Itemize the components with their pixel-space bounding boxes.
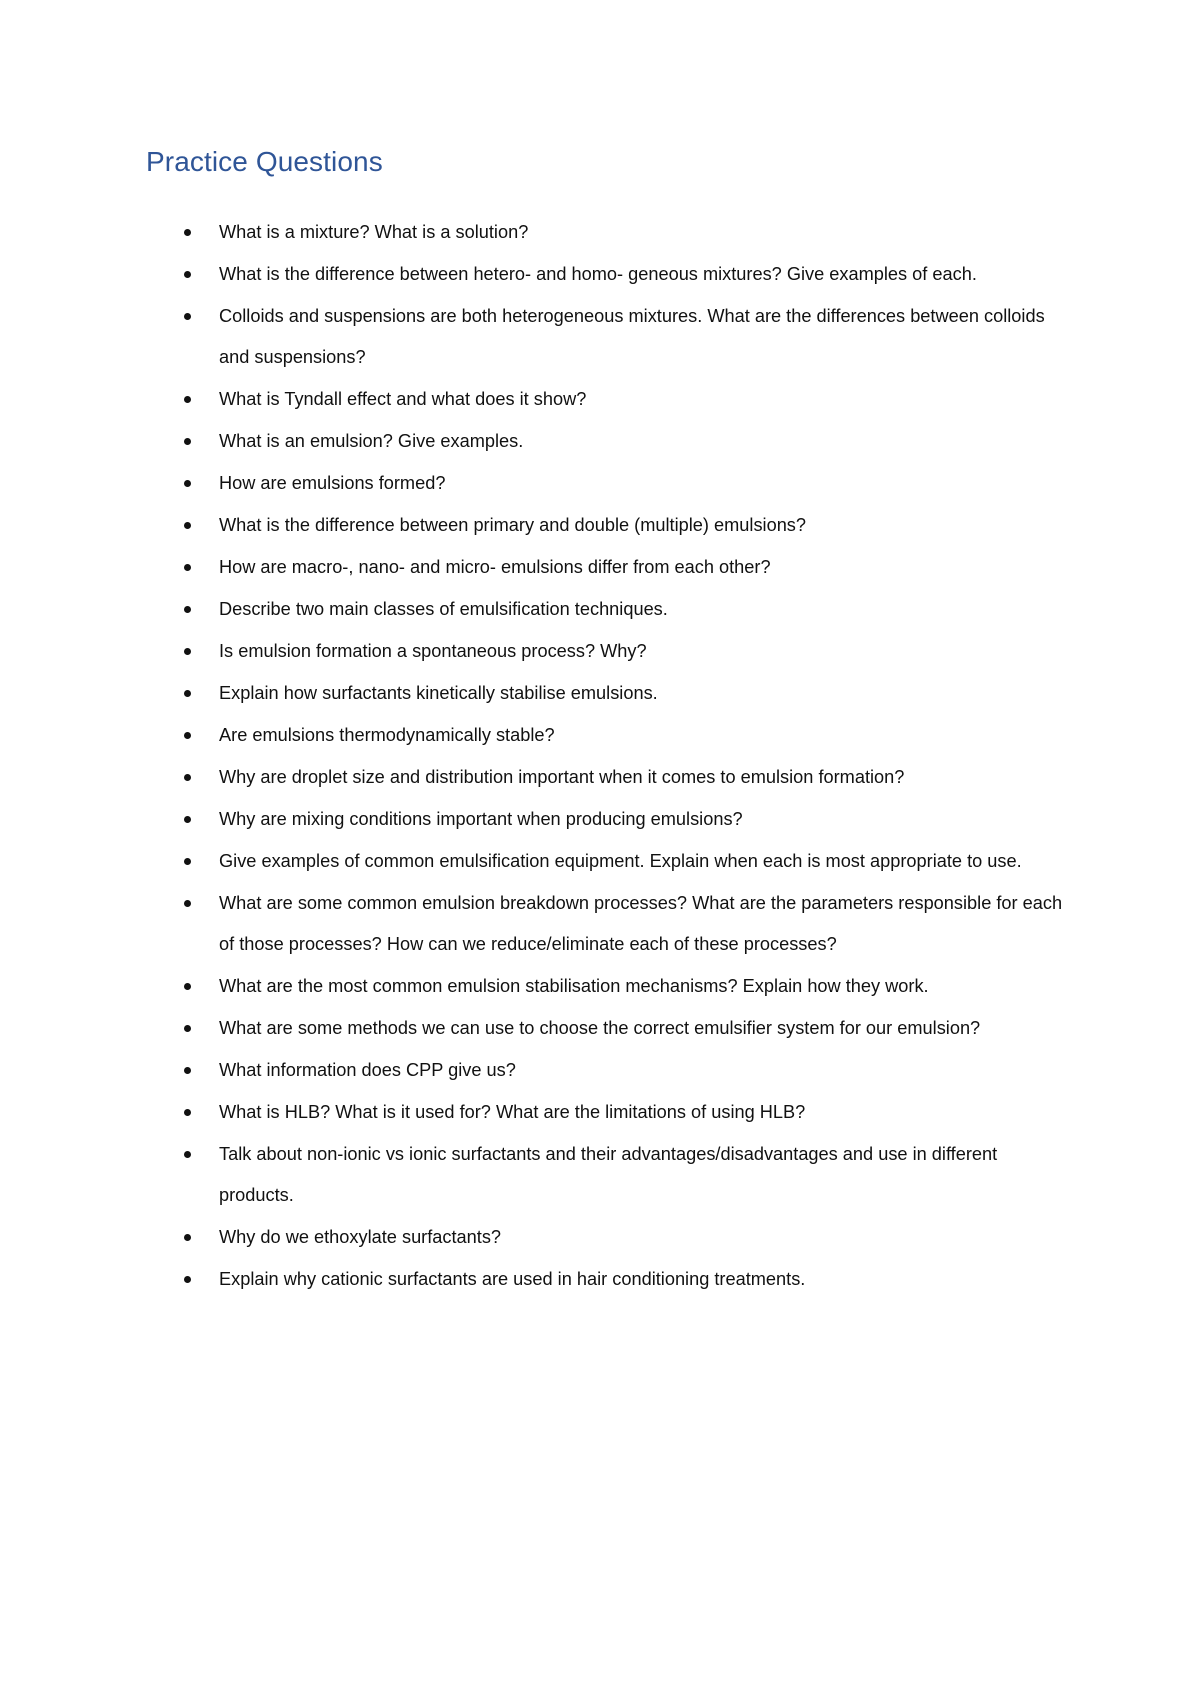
question-item [146,1092,1066,1133]
question-item [146,841,1066,882]
bullet-icon [184,480,191,487]
bullet-icon [184,606,191,613]
question-item [146,379,1066,420]
question-item [146,254,1066,295]
question-item [146,1008,1066,1049]
bullet-icon [184,564,191,571]
question-item [146,1217,1066,1258]
question-item [146,1259,1066,1300]
bullet-icon [184,271,191,278]
question-item [146,547,1066,588]
question-text: Why are droplet size and distribution important when it comes to emulsion formation? [219,767,905,787]
question-text: What are some methods we can use to choose the correct emulsifier system for our emulsion? [219,1018,981,1038]
bullet-icon [184,1234,191,1241]
question-text: What are the most common emulsion stabilisation mechanisms? Explain how they work. [219,976,929,996]
question-text: Talk about non-ionic vs ionic surfactants and their advantages/disadvantages and use in different products. [219,1144,998,1205]
bullet-icon [184,522,191,529]
question-item [146,421,1066,462]
question-item [146,296,1066,378]
question-text: Is emulsion formation a spontaneous process? Why? [219,641,647,661]
question-text: Explain how surfactants kinetically stabilise emulsions. [219,683,658,703]
question-item [146,212,1066,253]
question-text: What are some common emulsion breakdown processes? What are the parameters responsible for each of those processes? How can we reduce/eliminate each of these processes? [219,893,1063,954]
question-text: Give examples of common emulsification equipment. Explain when each is most appropriate to use. [219,851,1022,871]
question-list [146,212,1066,1301]
question-item [146,883,1066,965]
bullet-icon [184,229,191,236]
question-text: Colloids and suspensions are both heterogeneous mixtures. What are the differences between colloids and suspensions? [219,306,1045,367]
bullet-icon [184,816,191,823]
question-item [146,589,1066,630]
question-text: What is an emulsion? Give examples. [219,431,524,451]
question-text: What information does CPP give us? [219,1060,516,1080]
bullet-icon [184,900,191,907]
bullet-icon [184,1276,191,1283]
question-text: Describe two main classes of emulsification techniques. [219,599,668,619]
bullet-icon [184,1067,191,1074]
bullet-icon [184,732,191,739]
bullet-icon [184,1151,191,1158]
question-item [146,631,1066,672]
bullet-icon [184,858,191,865]
question-text: Why do we ethoxylate surfactants? [219,1227,502,1247]
question-item [146,505,1066,546]
question-text: What is a mixture? What is a solution? [219,222,529,242]
question-item [146,1050,1066,1091]
question-text: How are emulsions formed? [219,473,446,493]
page-title: Practice Questions [146,146,383,177]
bullet-icon [184,774,191,781]
bullet-icon [184,648,191,655]
question-text: What is the difference between hetero- and homo- geneous mixtures? Give examples of each. [219,264,977,284]
question-item [146,1134,1066,1216]
bullet-icon [184,983,191,990]
question-text: What is Tyndall effect and what does it show? [219,389,587,409]
question-text: Are emulsions thermodynamically stable? [219,725,555,745]
bullet-icon [184,1109,191,1116]
question-item [146,799,1066,840]
question-text: Explain why cationic surfactants are used in hair conditioning treatments. [219,1269,806,1289]
bullet-icon [184,690,191,697]
question-text: Why are mixing conditions important when producing emulsions? [219,809,743,829]
bullet-icon [184,396,191,403]
question-text: What is the difference between primary and double (multiple) emulsions? [219,515,807,535]
question-text: What is HLB? What is it used for? What are the limitations of using HLB? [219,1102,806,1122]
question-text: How are macro-, nano- and micro- emulsions differ from each other? [219,557,771,577]
bullet-icon [184,438,191,445]
question-item [146,966,1066,1007]
question-item [146,757,1066,798]
question-item [146,463,1066,504]
question-item [146,673,1066,714]
bullet-icon [184,1025,191,1032]
question-item [146,715,1066,756]
bullet-icon [184,313,191,320]
